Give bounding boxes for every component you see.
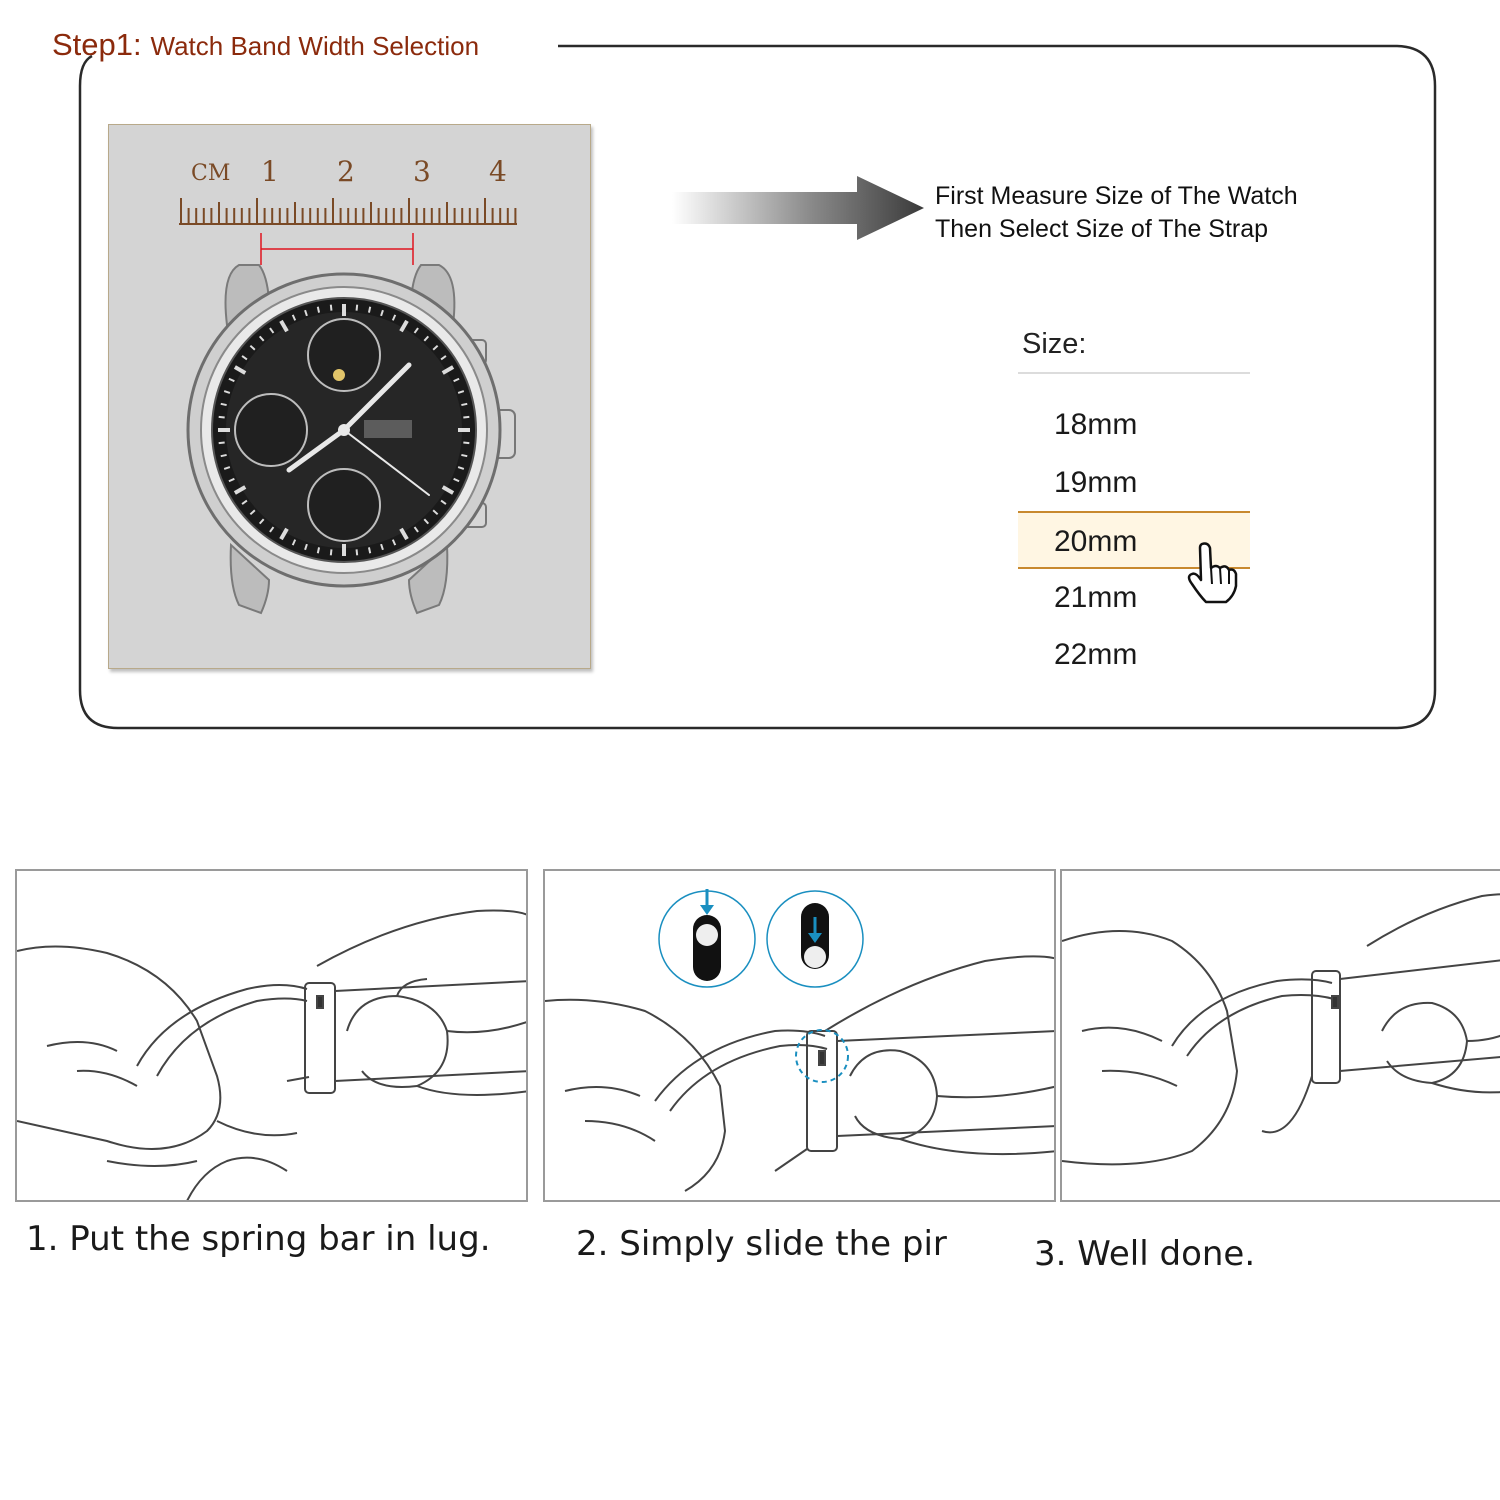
step-caption-3: 3. Well done.	[1034, 1234, 1256, 1274]
spring-bar-illustration	[17, 871, 528, 1202]
size-header: Size:	[1022, 328, 1087, 360]
ruler-number-2: 2	[337, 155, 355, 188]
size-option-19mm[interactable]: 19mm	[1054, 465, 1138, 499]
pin-slid-icon	[801, 903, 829, 969]
step-caption-2: 2. Simply slide the pir	[576, 1224, 947, 1264]
ruler-number-4: 4	[489, 155, 507, 188]
ruler-watch-panel	[108, 124, 591, 669]
ruler-unit-label: CM	[191, 161, 231, 186]
instructions	[935, 180, 1298, 246]
step-heading	[52, 28, 479, 60]
subdial-bottom	[308, 469, 380, 541]
size-option-22mm[interactable]: 22mm	[1054, 638, 1138, 671]
size-option-18mm[interactable]: 18mm	[1054, 408, 1138, 441]
logo-blur	[364, 420, 412, 438]
step-caption-1: 1. Put the spring bar in lug.	[26, 1219, 491, 1259]
ruler-number-3: 3	[413, 155, 431, 188]
step-title: Watch Band Width Selection	[150, 31, 480, 61]
subdial-left	[235, 394, 307, 466]
step-panel-1	[15, 869, 528, 1202]
measure-marker	[261, 233, 413, 265]
step-number: Step1:	[52, 27, 142, 62]
pin-diagram	[657, 883, 887, 993]
hand-pointer-icon	[1184, 540, 1240, 604]
instruction-line-2: Then Select Size of The Strap	[935, 215, 1269, 243]
instruction-line-1: First Measure Size of The Watch	[935, 182, 1298, 210]
right-arrow-icon	[672, 172, 927, 244]
step-panel-2	[543, 869, 1056, 1202]
size-divider	[1018, 372, 1250, 374]
subdial-top	[308, 319, 380, 391]
well-done-illustration	[1062, 871, 1500, 1202]
step-panel-3	[1060, 869, 1500, 1202]
ruler-ticks	[181, 198, 515, 224]
moonphase	[333, 369, 345, 381]
size-option-21mm[interactable]: 21mm	[1054, 580, 1138, 614]
watch-illustration	[109, 125, 590, 668]
size-option-20mm[interactable]: 20mm	[1018, 511, 1250, 569]
ruler-number-1: 1	[261, 155, 279, 188]
